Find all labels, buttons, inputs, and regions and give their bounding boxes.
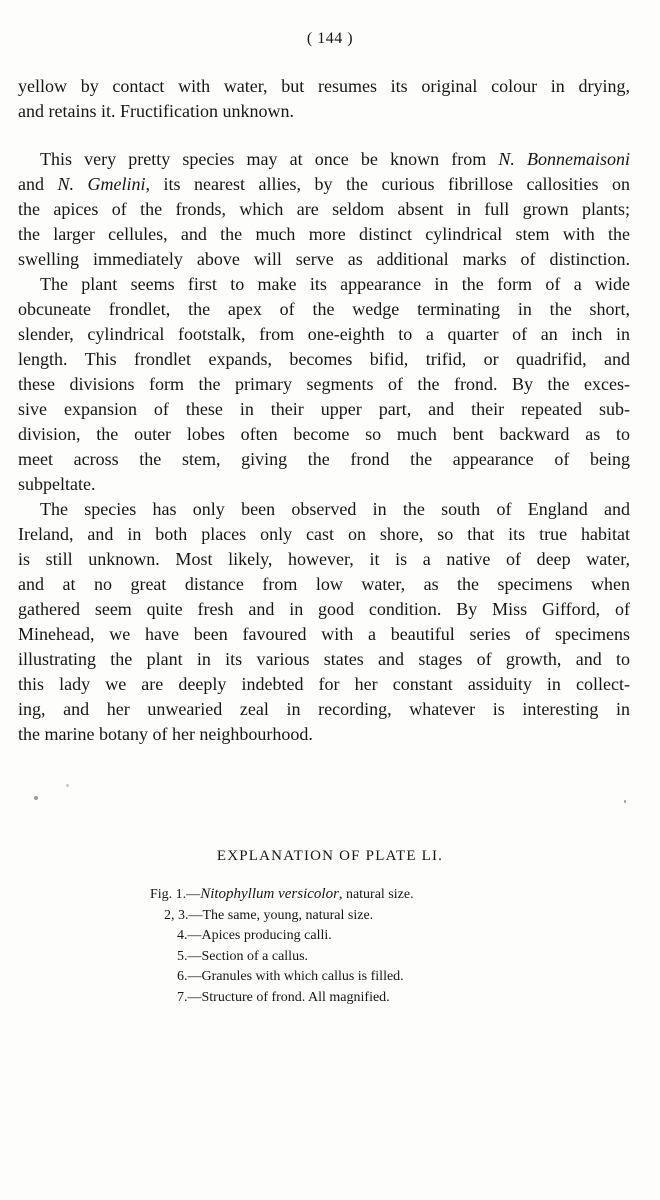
figure-text: —Apices producing calli. (187, 928, 332, 943)
figure-caption (150, 884, 414, 906)
text-line: gathered seem quite fresh and in good condition. By Miss Gifford, of (18, 599, 630, 619)
figure-caption (150, 988, 414, 1009)
figure-number: 2, 3. (164, 907, 189, 923)
plate-explanation (0, 848, 660, 1005)
text-line: yellow by contact with water, but resumes its original colour in drying, (18, 76, 630, 96)
text-line: the apices of the fronds, which are seldom absent in full grown plants; (18, 199, 630, 219)
figure-text: —Structure of frond. All magnified. (187, 989, 390, 1005)
page-number: ( 144 ) (306, 30, 354, 47)
figure-number: Fig. 1.— (150, 887, 201, 902)
figure-text: , natural size. (338, 887, 414, 902)
text-fragment: and (18, 174, 58, 194)
figure-text: —Granules with which callus is filled. (187, 969, 404, 984)
text-fragment: , its nearest allies, by the curious fibrillose callosities on (145, 174, 630, 194)
text-line: ing, and her unwearied zeal in recording, whatever is interesting in (18, 699, 630, 719)
text-line: these divisions form the primary segments of the frond. By the exces- (18, 374, 630, 394)
text-line: illustrating the plant in its various states and stages of growth, and to (18, 649, 630, 669)
text-line: the larger cellules, and the much more distinct cylindrical stem with the (18, 224, 630, 244)
figure-caption (150, 947, 414, 968)
figure-text: —Section of a callus. (187, 948, 309, 964)
plate-heading: EXPLANATION OF PLATE LI. (216, 848, 444, 864)
text-line: obcuneate frondlet, the apex of the wedge terminating in the short, (18, 299, 630, 319)
species-name: N. Bonnemaisoni (498, 149, 631, 169)
scan-speck (34, 796, 38, 800)
text-line (18, 172, 630, 197)
figure-number: 6. (177, 969, 188, 984)
text-line: sive expansion of these in their upper part, and their repeated sub- (18, 399, 630, 419)
paragraph-gap (18, 124, 630, 147)
figure-number: 7. (177, 989, 188, 1005)
figure-caption (150, 967, 414, 988)
text-line: length. This frondlet expands, becomes bifid, trifid, or quadrifid, and (18, 349, 630, 369)
figure-number: 4. (177, 928, 188, 943)
body-text (18, 74, 630, 747)
scan-speck (624, 800, 626, 803)
text-line: Ireland, and in both places only cast on shore, so that its true habitat (18, 524, 630, 544)
text-line: and retains it. Fructification unknown. (18, 101, 294, 121)
scan-speck (66, 784, 69, 787)
text-line: is still unknown. Most likely, however, it is a native of deep water, (18, 549, 630, 569)
text-line: slender, cylindrical footstalk, from one-eighth to a quarter of an inch in (18, 324, 630, 344)
text-line: this lady we are deeply indebted for her constant assiduity in collect- (18, 674, 630, 694)
text-line: meet across the stem, giving the frond the appearance of being (18, 449, 630, 469)
text-line: the marine botany of her neighbourhood. (18, 724, 313, 744)
text-line (18, 147, 630, 172)
text-line: Minehead, we have been favoured with a beautiful series of specimens (18, 624, 630, 644)
figure-text: —The same, young, natural size. (188, 907, 374, 923)
figure-caption (150, 926, 414, 947)
text-line: The species has only been observed in the south of England and (40, 499, 630, 519)
figure-number: 5. (177, 948, 188, 964)
figure-list (150, 884, 414, 1008)
text-line: and at no great distance from low water, as the specimens when (18, 574, 630, 594)
species-name: N. Gmelini (57, 174, 146, 194)
text-line: swelling immediately above will serve as additional marks of distinction. (18, 249, 630, 269)
figure-caption (150, 906, 414, 927)
species-name: Nitophyllum versicolor (200, 886, 339, 902)
text-line: The plant seems first to make its appearance in the form of a wide (40, 274, 630, 294)
text-line: division, the outer lobes often become so much bent backward as to (18, 424, 630, 444)
text-line: subpeltate. (18, 474, 96, 494)
text-fragment: This very pretty species may at once be known from (40, 149, 499, 169)
